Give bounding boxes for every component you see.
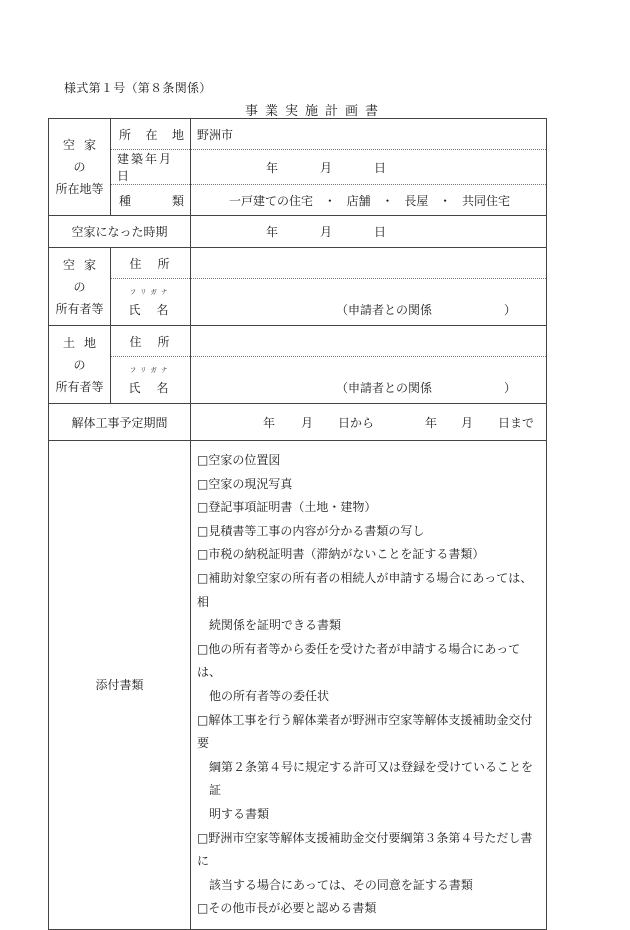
type-label [111,192,190,209]
type-separator: ・ [439,193,452,208]
land-owner-furigana-label: フリガナ [129,365,172,374]
attachments-label: 添付書類 [49,441,191,930]
plan-form-table [48,118,547,930]
period-to-day: 日まで [498,415,535,430]
location-group-line1: 空家の [62,138,105,174]
land-owner-name-field[interactable] [191,357,547,404]
period-to-month: 月 [461,415,474,430]
land-owner-address-label: 住所 [129,334,186,349]
house-owner-relation: （申請者との関係 ） [335,302,516,317]
vacant-since-field[interactable] [191,216,547,248]
demolition-period-label: 解体工事予定期間 [49,404,191,441]
house-owner-group-line1: 空家の [62,257,105,294]
attachment-item-continuation: 他の所有者等の委任状 [209,688,330,703]
attachment-item[interactable]: □解体工事を行う解体業者が野洲市空家等解体支援補助金交付要 [197,712,533,751]
attachment-item[interactable]: □空家の現況写真 [197,476,293,491]
attachment-item[interactable]: □見積書等工事の内容が分かる書類の写し [197,523,425,538]
attachment-item[interactable]: □市税の納税証明書（滞納がないことを証する書類） [197,547,485,562]
attachment-item[interactable]: □その他市長が必要と認める書類 [197,901,377,916]
land-owner-group-line2: 所有者等 [55,379,104,394]
attachment-item[interactable]: □他の所有者等から委任を受けた者が申請する場合にあっては、 [197,641,521,680]
period-from-year: 年 [263,415,276,430]
house-owner-address-label: 住所 [129,256,186,271]
land-owner-address-label-cell [111,326,191,357]
house-owner-address-field[interactable] [191,248,547,279]
address-label-char-3: 地 [171,127,184,142]
land-owner-name-label: 氏名 [128,380,185,395]
land-owner-address-field[interactable] [191,326,547,357]
attachment-item-continuation: 該当する場合にあっては、その同意を証する書類 [209,877,473,892]
house-owner-address-label-cell [111,248,191,279]
house-owner-name-label-cell [111,279,191,326]
type-options-field[interactable] [191,185,547,216]
house-owner-name-label: 氏名 [128,302,185,317]
period-from-day: 日から [338,415,375,430]
built-month-label: 月 [319,160,332,175]
address-value-field[interactable]: 野洲市 [191,119,547,150]
type-label-char-2: 類 [171,193,184,208]
built-day-label: 日 [373,160,386,175]
built-date-field[interactable] [191,150,547,185]
attachments-list [191,441,546,929]
vacant-day-label: 日 [373,225,386,239]
type-label-char-1: 種 [119,193,132,208]
land-owner-group-line1: 土地の [62,335,105,372]
house-owner-group-label [49,248,111,326]
form-number: 様式第１号（第８条関係） [64,81,212,95]
address-label [111,126,190,143]
house-owner-group-line2: 所有者等 [55,301,104,316]
house-owner-furigana-label: フリガナ [129,287,172,296]
type-separator: ・ [381,193,394,208]
period-to-year: 年 [425,415,438,430]
type-option-row-house[interactable]: 長屋 [404,193,429,208]
type-option-store[interactable]: 店舗 [346,193,371,208]
type-separator: ・ [323,193,336,208]
attachments-list-cell [191,441,547,930]
period-from-month: 月 [301,415,314,430]
built-year-label: 年 [266,160,279,175]
address-label-char-2: 在 [145,127,158,142]
house-owner-name-field[interactable] [191,279,547,326]
type-label-cell [111,185,191,216]
attachment-item[interactable]: □補助対象空家の所有者の相続人が申請する場合にあっては、相 [197,570,533,609]
address-label-cell [111,119,191,150]
attachment-item[interactable]: □登記事項証明書（土地・建物） [197,500,377,515]
land-owner-relation: （申請者との関係 ） [335,380,516,395]
built-label-cell [111,150,191,185]
built-date [266,159,386,176]
vacant-month-label: 月 [319,225,332,239]
vacant-since-label: 空家になった時期 [49,216,191,248]
demolition-period-field[interactable] [191,404,547,441]
attachment-item[interactable]: □空家の位置図 [197,453,281,467]
vacant-since-date [266,223,386,240]
vacant-year-label: 年 [266,225,279,239]
type-option-apartment[interactable]: 共同住宅 [461,193,510,208]
built-label: 建築年月日 [117,152,174,183]
demolition-period [191,414,546,431]
attachment-item-continuation: 明する書類 [209,806,270,821]
type-options [191,192,546,209]
attachment-item-continuation: 続関係を証明できる書類 [209,618,342,633]
attachment-item-continuation: 綱第２条第４号に規定する許可又は登録を受けていることを証 [209,759,534,798]
type-option-detached[interactable]: 一戸建ての住宅 [229,193,314,208]
page-title: 事業実施計画書 [244,104,385,119]
land-owner-name-label-cell [111,357,191,404]
land-owner-group-label [49,326,111,404]
location-group-line2: 所在地等 [55,182,104,196]
address-label-char-1: 所 [119,127,132,142]
attachment-item[interactable]: □野洲市空家等解体支援補助金交付要綱第３条第４号ただし書に [197,830,533,869]
location-group-label [49,119,111,216]
